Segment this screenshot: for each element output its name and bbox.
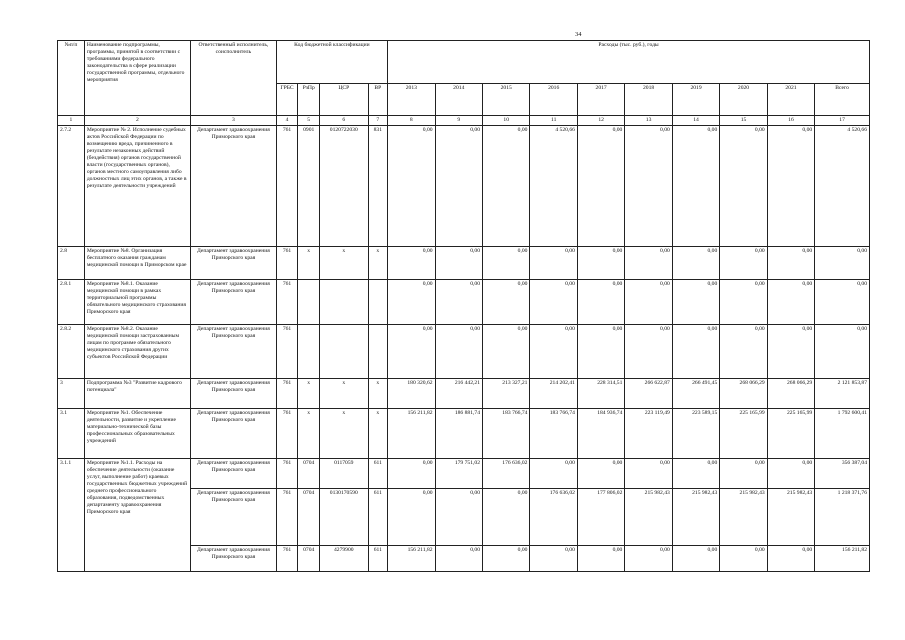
code-vr: [368, 279, 388, 324]
row-number: 2.8: [58, 246, 85, 279]
expense-value: 0,00: [483, 324, 530, 378]
row-name: Мероприятие №8.2. Оказание медицинской помощи застрахованным лицам по программе обязательного медицинского страхования других субъектов Российской Федерации: [84, 324, 190, 378]
code-rzpr: [298, 324, 320, 378]
header-code-2: ЦСР: [320, 84, 368, 116]
expense-value: 179 751,02: [435, 458, 482, 488]
expense-value: 0,00: [625, 545, 672, 571]
expense-value: 0,00: [577, 279, 624, 324]
header-num: №п/п: [58, 41, 85, 116]
header-year-9: Всего: [815, 84, 870, 116]
row-executor: Департамент здравоохранения Приморского края: [191, 408, 277, 458]
column-number: 7: [368, 116, 388, 126]
expense-value: 183 766,74: [530, 408, 577, 458]
expense-value: 223 119,49: [625, 408, 672, 458]
expense-value: 266 491,45: [672, 378, 719, 408]
table-row: [58, 246, 870, 279]
row-executor: Департамент здравоохранения Приморского края: [191, 488, 277, 545]
code-rzpr: [298, 279, 320, 324]
code-csr: [320, 279, 368, 324]
expense-value: 0,00: [483, 488, 530, 545]
expense-value: 0,00: [435, 545, 482, 571]
code-grbs: 761: [276, 324, 298, 378]
code-csr: x: [320, 408, 368, 458]
code-grbs: 761: [276, 378, 298, 408]
column-number: 15: [720, 116, 767, 126]
expense-value: 0,00: [767, 324, 814, 378]
expense-value: 0,00: [720, 125, 767, 246]
expense-value: 0,00: [625, 246, 672, 279]
expense-value: 1 792 600,41: [815, 408, 870, 458]
expense-value: 215 982,43: [767, 488, 814, 545]
header-name: Наименование подпрограммы, программы, принятой в соответствии с требованиями федерального законодательства в сфере реализации государственной программы, отдельного мероприятия: [84, 41, 190, 116]
expense-value: 0,00: [577, 324, 624, 378]
table-row: [58, 458, 870, 488]
expense-value: 228 314,51: [577, 378, 624, 408]
expense-value: 0,00: [815, 246, 870, 279]
column-number: 10: [483, 116, 530, 126]
expense-value: 0,00: [483, 125, 530, 246]
row-name: Мероприятие № 2. Исполнение судебных актов Российской Федерации по возмещению вреда, причиненного в результате незаконных действий (бездействия) органов государственной власти (государственных органов), органов местного самоуправления либо должностных лиц этих органов, а также в результате деятельности учреждений: [84, 125, 190, 246]
table-row: [58, 378, 870, 408]
row-name: Мероприятие №8.1. Оказание медицинской помощи в рамках территориальной программы обязательного медицинского страхования Приморского края: [84, 279, 190, 324]
expense-value: 0,00: [767, 246, 814, 279]
expense-value: 356 387,04: [815, 458, 870, 488]
column-number: 8: [388, 116, 435, 126]
expense-value: 225 165,99: [720, 408, 767, 458]
expense-value: 0,00: [483, 246, 530, 279]
code-grbs: 761: [276, 279, 298, 324]
code-csr: 0120722030: [320, 125, 368, 246]
row-name: Подпрограмма №3 "Развитие кадрового потенциала": [84, 378, 190, 408]
code-rzpr: 0704: [298, 545, 320, 571]
row-name: Мероприятие №1.1. Расходы на обеспечение деятельности (оказание услуг, выполнение работ) краевых государственных бюджетных учреждений среднего профессионального образования, подведомственных департаменту здравоохранения Приморского края: [84, 458, 190, 571]
expense-value: 177 806,02: [577, 488, 624, 545]
column-number: 5: [298, 116, 320, 126]
expense-value: 0,00: [435, 488, 482, 545]
header-year-3: 2016: [530, 84, 577, 116]
expense-value: 0,00: [530, 458, 577, 488]
expense-value: 0,00: [815, 279, 870, 324]
column-number: 12: [577, 116, 624, 126]
row-executor: Департамент здравоохранения Приморского края: [191, 125, 277, 246]
code-csr: 0130170590: [320, 488, 368, 545]
row-executor: Департамент здравоохранения Приморского края: [191, 378, 277, 408]
expense-value: 0,00: [767, 458, 814, 488]
header-expenses-group: Расходы (тыс. руб.), годы: [388, 41, 870, 84]
expense-value: 223 589,15: [672, 408, 719, 458]
code-vr: x: [368, 408, 388, 458]
expense-value: 4 520,66: [530, 125, 577, 246]
expense-value: 0,00: [672, 545, 719, 571]
expense-value: 0,00: [577, 545, 624, 571]
code-grbs: 761: [276, 125, 298, 246]
column-number: 11: [530, 116, 577, 126]
expense-value: 4 520,66: [815, 125, 870, 246]
expense-value: 0,00: [483, 545, 530, 571]
column-number: 6: [320, 116, 368, 126]
header-code-1: РзПр: [298, 84, 320, 116]
budget-table: [57, 40, 870, 572]
column-number: 14: [672, 116, 719, 126]
expense-value: 0,00: [530, 279, 577, 324]
code-rzpr: x: [298, 378, 320, 408]
code-vr: 611: [368, 488, 388, 545]
row-number: 2.8.2: [58, 324, 85, 378]
column-number: 3: [191, 116, 277, 126]
expense-value: 0,00: [625, 125, 672, 246]
expense-value: 0,00: [720, 279, 767, 324]
header-code-3: ВР: [368, 84, 388, 116]
row-executor: Департамент здравоохранения Приморского края: [191, 246, 277, 279]
code-grbs: 761: [276, 545, 298, 571]
expense-value: 0,00: [530, 324, 577, 378]
expense-value: 0,00: [767, 125, 814, 246]
code-rzpr: x: [298, 408, 320, 458]
expense-value: 0,00: [388, 279, 435, 324]
header-year-1: 2014: [435, 84, 482, 116]
code-rzpr: 0901: [298, 125, 320, 246]
expense-value: 0,00: [577, 458, 624, 488]
expense-value: 225 165,99: [767, 408, 814, 458]
header-year-8: 2021: [767, 84, 814, 116]
row-name: Мероприятие №1. Обеспечение деятельности, развитие и укрепление материально-технической базы профессиональных образовательных учреждений: [84, 408, 190, 458]
code-rzpr: 0704: [298, 488, 320, 545]
header-year-5: 2018: [625, 84, 672, 116]
expense-value: 0,00: [577, 125, 624, 246]
expense-value: 180 320,62: [388, 378, 435, 408]
page-number: 34: [575, 31, 582, 38]
expense-value: 0,00: [530, 545, 577, 571]
code-csr: x: [320, 246, 368, 279]
table-row: [58, 324, 870, 378]
expense-value: 214 202,41: [530, 378, 577, 408]
column-number: 2: [84, 116, 190, 126]
expense-value: 213 327,21: [483, 378, 530, 408]
table-row: [58, 408, 870, 458]
row-number: 3: [58, 378, 85, 408]
expense-value: 0,00: [388, 125, 435, 246]
expense-value: 0,00: [388, 246, 435, 279]
expense-value: 0,00: [530, 246, 577, 279]
expense-value: 156 211,82: [388, 408, 435, 458]
expense-value: 0,00: [720, 246, 767, 279]
expense-value: 0,00: [672, 125, 719, 246]
row-executor: Департамент здравоохранения Приморского края: [191, 279, 277, 324]
table-row: [58, 279, 870, 324]
expense-value: 268 066,29: [767, 378, 814, 408]
expense-value: 156 211,82: [388, 545, 435, 571]
code-rzpr: x: [298, 246, 320, 279]
code-grbs: 761: [276, 458, 298, 488]
header-code-group: Код бюджетной классификации: [276, 41, 387, 84]
code-csr: [320, 324, 368, 378]
code-vr: [368, 324, 388, 378]
row-number: 2.8.1: [58, 279, 85, 324]
row-executor: Департамент здравоохранения Приморского края: [191, 545, 277, 571]
expense-value: 0,00: [388, 488, 435, 545]
code-rzpr: 0704: [298, 458, 320, 488]
expense-value: 0,00: [767, 545, 814, 571]
row-number: 3.1: [58, 408, 85, 458]
table-row: [58, 125, 870, 246]
code-vr: 831: [368, 125, 388, 246]
expense-value: 0,00: [435, 279, 482, 324]
expense-value: 0,00: [625, 324, 672, 378]
code-vr: x: [368, 378, 388, 408]
expense-value: 156 211,82: [815, 545, 870, 571]
expense-value: 0,00: [815, 324, 870, 378]
row-number: 2.7.2: [58, 125, 85, 246]
expense-value: 215 982,43: [672, 488, 719, 545]
header-year-0: 2013: [388, 84, 435, 116]
expense-value: 268 066,29: [720, 378, 767, 408]
code-vr: x: [368, 246, 388, 279]
column-number: 16: [767, 116, 814, 126]
expense-value: 0,00: [672, 458, 719, 488]
code-csr: 0117059: [320, 458, 368, 488]
expense-value: 2 121 853,87: [815, 378, 870, 408]
code-csr: 4279900: [320, 545, 368, 571]
expense-value: 1 218 371,76: [815, 488, 870, 545]
row-executor: Департамент здравоохранения Приморского края: [191, 458, 277, 488]
expense-value: 0,00: [483, 279, 530, 324]
column-number: 4: [276, 116, 298, 126]
expense-value: 0,00: [577, 246, 624, 279]
header-year-6: 2019: [672, 84, 719, 116]
expense-value: 266 622,87: [625, 378, 672, 408]
column-number: 17: [815, 116, 870, 126]
expense-value: 0,00: [435, 324, 482, 378]
expense-value: 0,00: [720, 458, 767, 488]
row-executor: Департамент здравоохранения Приморского края: [191, 324, 277, 378]
expense-value: 184 936,74: [577, 408, 624, 458]
column-number: 9: [435, 116, 482, 126]
expense-value: 0,00: [672, 324, 719, 378]
expense-value: 215 982,43: [720, 488, 767, 545]
expense-value: 0,00: [435, 125, 482, 246]
header-year-7: 2020: [720, 84, 767, 116]
row-number: 3.1.1: [58, 458, 85, 571]
row-name: Мероприятие №8. Организация бесплатного оказания гражданам медицинской помощи в Приморском крае: [84, 246, 190, 279]
expense-value: 186 881,74: [435, 408, 482, 458]
column-number: 13: [625, 116, 672, 126]
expense-value: 0,00: [435, 246, 482, 279]
expense-value: 0,00: [672, 246, 719, 279]
header-year-4: 2017: [577, 84, 624, 116]
code-grbs: 761: [276, 488, 298, 545]
expense-value: 215 982,43: [625, 488, 672, 545]
expense-value: 0,00: [388, 458, 435, 488]
code-vr: 611: [368, 458, 388, 488]
expense-value: 183 766,74: [483, 408, 530, 458]
code-grbs: 761: [276, 408, 298, 458]
expense-value: 0,00: [625, 458, 672, 488]
header-executor: Ответственный исполнитель, соисполнитель: [191, 41, 277, 116]
header-code-0: ГРБС: [276, 84, 298, 116]
expense-value: 0,00: [720, 324, 767, 378]
expense-value: 0,00: [767, 279, 814, 324]
expense-value: 0,00: [672, 279, 719, 324]
column-number: 1: [58, 116, 85, 126]
code-vr: 611: [368, 545, 388, 571]
code-csr: x: [320, 378, 368, 408]
expense-value: 216 442,21: [435, 378, 482, 408]
expense-value: 176 636,02: [530, 488, 577, 545]
expense-value: 0,00: [388, 324, 435, 378]
code-grbs: 761: [276, 246, 298, 279]
expense-value: 176 636,02: [483, 458, 530, 488]
expense-value: 0,00: [720, 545, 767, 571]
header-year-2: 2015: [483, 84, 530, 116]
expense-value: 0,00: [625, 279, 672, 324]
